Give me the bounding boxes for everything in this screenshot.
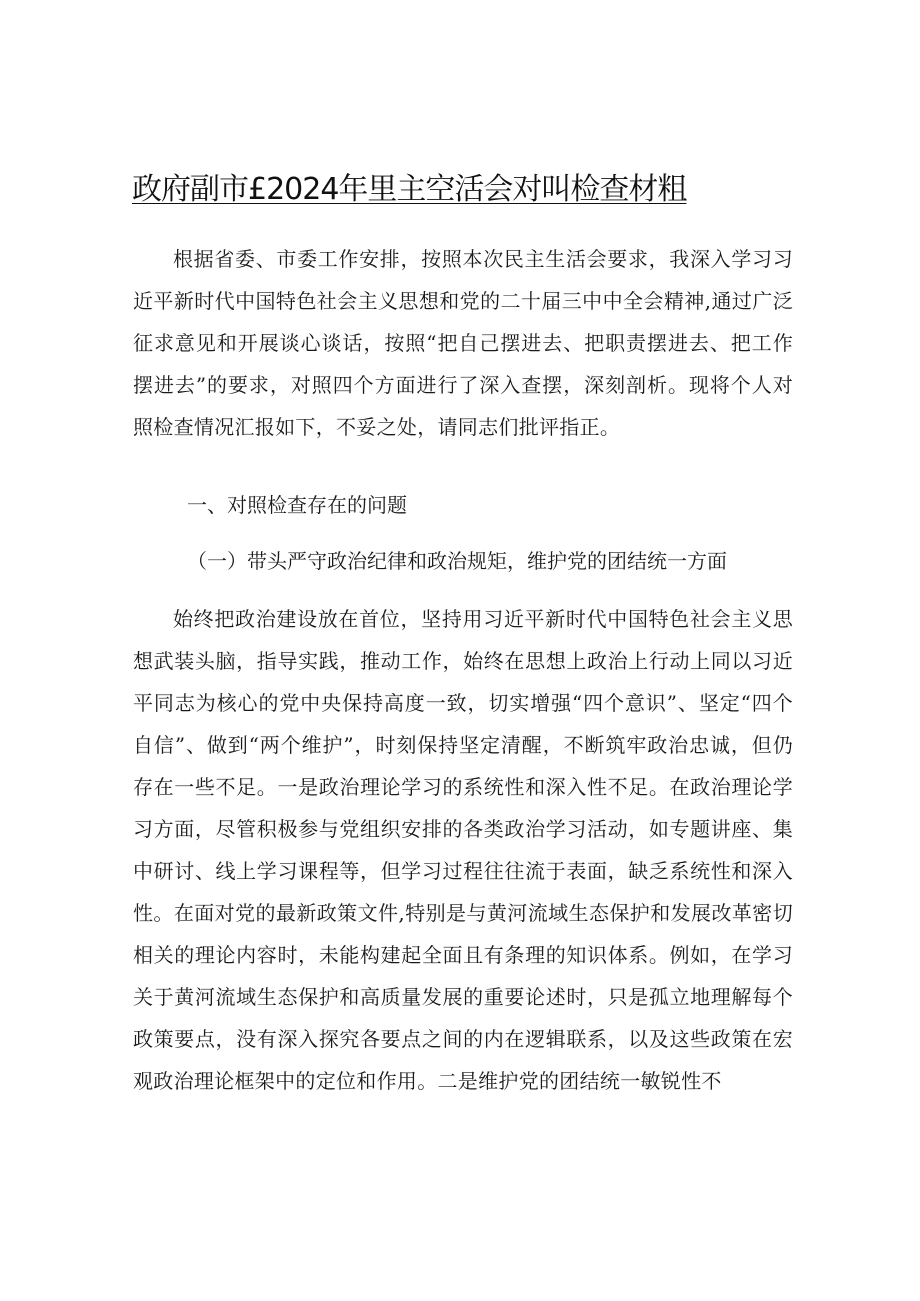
subsection-heading: （一）带头严守政治纪律和政治规矩，维护党的团结统一方面 [187,549,727,573]
document-title: 政府副市£2024年里主空活会对叫检查材粗 [132,172,687,207]
body-paragraph: 始终把政治建设放在首位，坚持用习近平新时代中国特色社会主义思想武装头脑，指导实践，推动工作，始终在思想上政治上行动上同以习近平同志为核心的党中央保持高度一致，切实增强“四个意识”、坚定“四个自信”、做到“两个维护”，时刻保持坚定清醒，不断筑牢政治忠诚，但仍存在一些不足。一是政治理论学习的系统性和深入性不足。在政治理论学习方面，尽管积极参与党组织安排的各类政治学习活动，如专题讲座、集中研讨、线上学习课程等，但学习过程往往流于表面，缺乏系统性和深入性。在面对党的最新政策文件,特别是与黄河流域生态保护和发展改革密切相关的理论内容时，未能构建起全面且有条理的知识体系。例如，在学习关于黄河流域生态保护和高质量发展的重要论述时，只是孤立地理解每个政策要点，没有深入探究各要点之间的内在逻辑联系，以及这些政策在宏观政治理论框架中的定位和作用。二是维护党的团结统一敏锐性不 [133,607,793,1093]
section-heading: 一、对照检查存在的问题 [187,493,407,517]
intro-paragraph: 根据省委、市委工作安排，按照本次民主生活会要求，我深入学习习近平新时代中国特色社会主义思想和党的二十届三中中全会精神,通过广泛征求意见和开展谈心谈话，按照“把自己摆进去、把职责摆进去、把工作摆进去”的要求，对照四个方面进行了深入查摆，深刻剖析。现将个人对照检查情况汇报如下，不妥之处，请同志们批评指正。 [133,247,793,439]
